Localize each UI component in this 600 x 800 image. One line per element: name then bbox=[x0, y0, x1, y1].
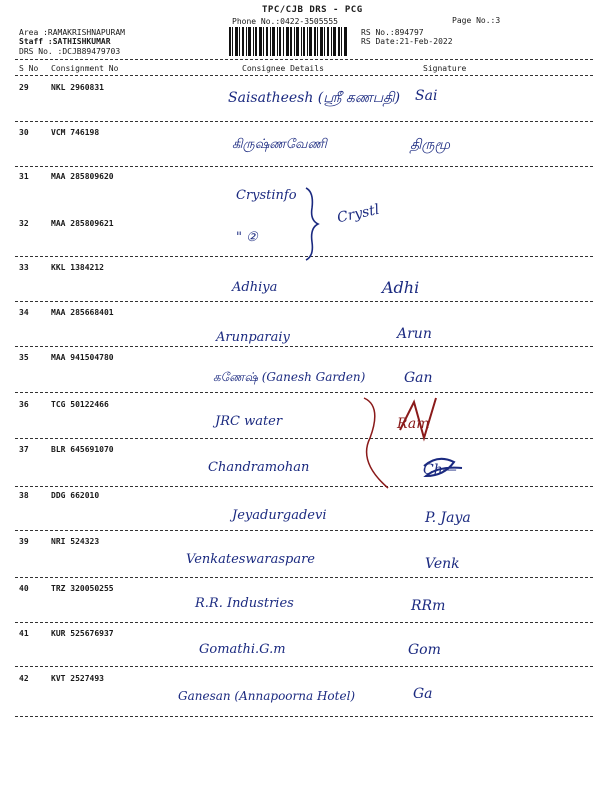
row-serial: 41 bbox=[19, 629, 29, 638]
row-serial: 32 bbox=[19, 219, 29, 228]
page-number: Page No.:3 bbox=[452, 16, 501, 25]
row-divider bbox=[15, 256, 593, 257]
row-signature: Gan bbox=[404, 370, 433, 386]
row-divider bbox=[15, 716, 593, 717]
rs-number: RS No.:894797 bbox=[361, 28, 424, 37]
row-divider bbox=[15, 577, 593, 578]
row-serial: 33 bbox=[19, 263, 29, 272]
row-consignee: Venkateswaraspare bbox=[186, 552, 315, 567]
row-consignment: NKL 2960831 bbox=[51, 83, 104, 92]
row-signature: Crystl bbox=[335, 201, 381, 227]
row-signature: Venk bbox=[425, 556, 460, 572]
header-divider-top bbox=[15, 59, 593, 60]
row-serial: 39 bbox=[19, 537, 29, 546]
row-consignee: கணேஷ் (Ganesh Garden) bbox=[213, 370, 366, 384]
row-serial: 36 bbox=[19, 400, 29, 409]
phone-number: Phone No.:0422-3505555 bbox=[232, 17, 338, 26]
row-consignment: MAA 285668401 bbox=[51, 308, 114, 317]
row-divider bbox=[15, 438, 593, 439]
row-signature: Ga bbox=[413, 686, 433, 702]
row-signature: P. Jaya bbox=[425, 510, 471, 526]
row-serial: 34 bbox=[19, 308, 29, 317]
staff-label: Staff :SATHISHKUMAR bbox=[19, 37, 111, 46]
row-consignment: KUR 525676937 bbox=[51, 629, 114, 638]
row-serial: 40 bbox=[19, 584, 29, 593]
row-serial: 37 bbox=[19, 445, 29, 454]
row-divider bbox=[15, 622, 593, 623]
col-header-sno: S No bbox=[19, 64, 39, 73]
row-consignment: NRI 524323 bbox=[51, 537, 100, 546]
row-divider bbox=[15, 301, 593, 302]
col-header-signature: Signature bbox=[423, 64, 467, 73]
row-consignee: Crystinfo bbox=[236, 188, 297, 203]
row-consignment: VCM 746198 bbox=[51, 128, 100, 137]
row-consignment: DDG 662010 bbox=[51, 491, 100, 500]
row-serial: 35 bbox=[19, 353, 29, 362]
row-divider bbox=[15, 666, 593, 667]
row-consignee: Adhiya bbox=[232, 280, 278, 295]
row-consignment: KKL 1384212 bbox=[51, 263, 104, 272]
row-divider bbox=[15, 530, 593, 531]
row-serial: 29 bbox=[19, 83, 29, 92]
row-consignment: TCG 50122466 bbox=[51, 400, 109, 409]
row-signature: RRm bbox=[411, 598, 446, 614]
row-signature: Sai bbox=[415, 88, 438, 104]
row-consignment: MAA 285809620 bbox=[51, 172, 114, 181]
sheet-title: TPC/CJB DRS - PCG bbox=[262, 5, 363, 15]
row-consignee: Chandramohan bbox=[208, 460, 310, 475]
rs-date: RS Date:21-Feb-2022 bbox=[361, 37, 453, 46]
row-signature: Ram bbox=[397, 416, 430, 432]
row-consignee: " ② bbox=[236, 230, 258, 245]
row-consignment: BLR 645691070 bbox=[51, 445, 114, 454]
row-signature: திருமூ bbox=[410, 137, 450, 153]
drs-number: DRS No. :DCJB89479703 bbox=[19, 47, 121, 56]
col-header-consignee: Consignee Details bbox=[242, 64, 324, 73]
row-consignment: MAA 941504780 bbox=[51, 353, 114, 362]
row-consignee: Saisatheesh (ஸ்ரீ கணபதி) bbox=[228, 90, 401, 106]
row-consignee: R.R. Industries bbox=[195, 596, 294, 611]
row-consignee: Jeyadurgadevi bbox=[232, 508, 327, 523]
row-signature: Ch— bbox=[423, 462, 457, 478]
row-serial: 42 bbox=[19, 674, 29, 683]
row-consignee: கிருஷ்ணவேணி bbox=[232, 137, 327, 152]
row-consignee: Ganesan (Annapoorna Hotel) bbox=[178, 689, 356, 703]
row-signature: Gom bbox=[408, 642, 441, 658]
row-consignment: MAA 285809621 bbox=[51, 219, 114, 228]
row-serial: 38 bbox=[19, 491, 29, 500]
row-consignment: TRZ 320050255 bbox=[51, 584, 114, 593]
row-divider bbox=[15, 392, 593, 393]
row-signature: Arun bbox=[397, 326, 432, 342]
row-serial: 30 bbox=[19, 128, 29, 137]
row-consignment: KVT 2527493 bbox=[51, 674, 104, 683]
row-divider bbox=[15, 486, 593, 487]
row-consignee: Arunparaiy bbox=[216, 330, 290, 345]
row-divider bbox=[15, 166, 593, 167]
barcode bbox=[229, 27, 347, 56]
row-serial: 31 bbox=[19, 172, 29, 181]
row-consignee: JRC water bbox=[215, 414, 283, 429]
row-consignee: Gomathi.G.m bbox=[199, 642, 286, 657]
row-divider bbox=[15, 121, 593, 122]
header-divider-bottom bbox=[15, 75, 593, 76]
row-divider bbox=[15, 346, 593, 347]
area-label: Area :RAMAKRISHNAPURAM bbox=[19, 28, 125, 37]
col-header-consignment: Consignment No bbox=[51, 64, 119, 73]
row-signature: Adhi bbox=[382, 278, 420, 297]
